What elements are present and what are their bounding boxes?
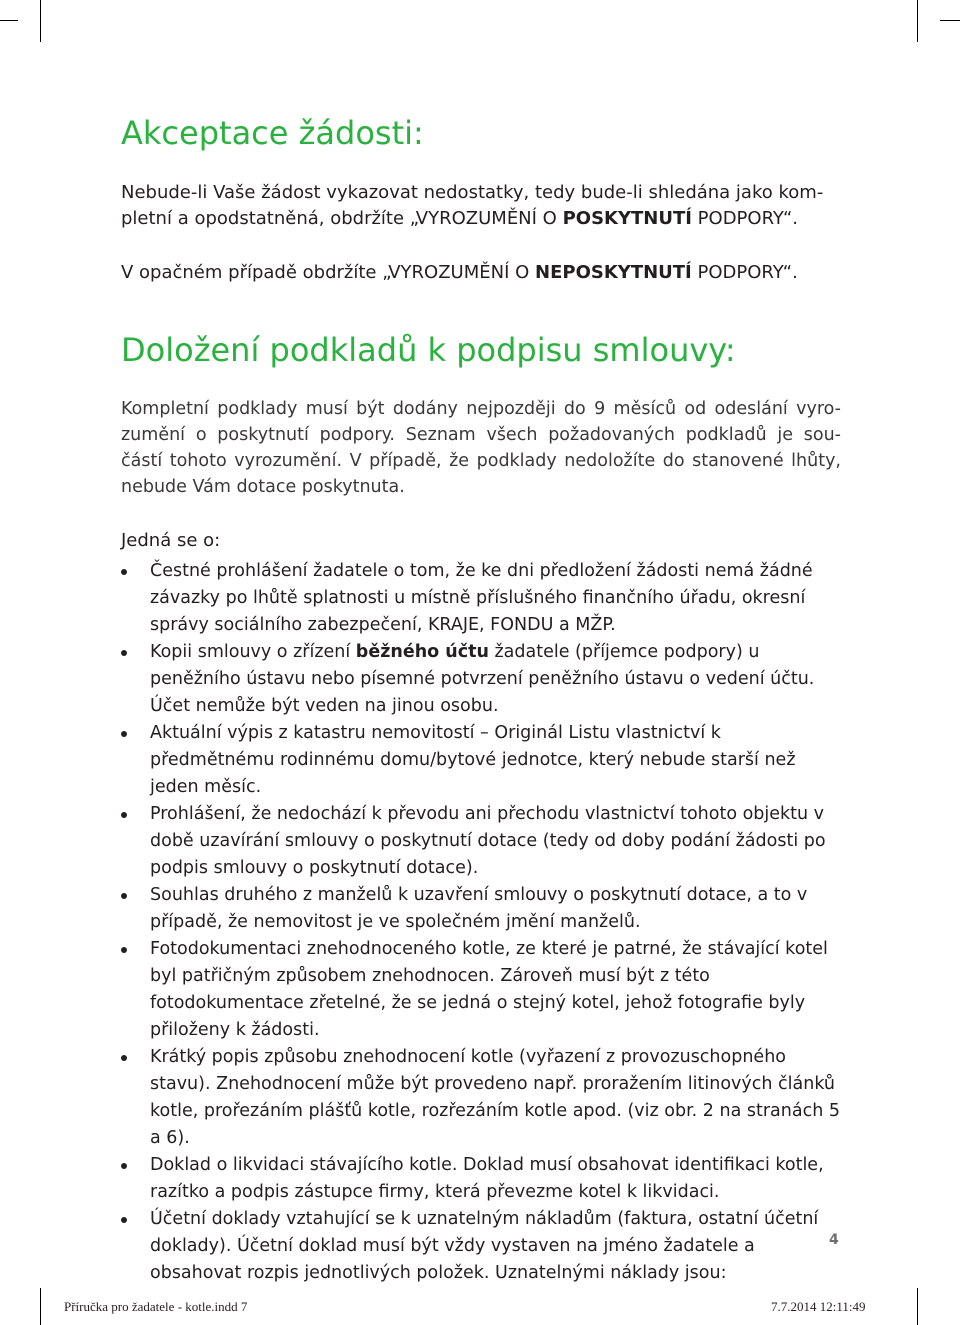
bullet-icon (121, 1163, 127, 1169)
list-item: Souhlas druhého z manželů k uzavření smlouvy o poskytnutí dotace, a to v případě, že nemovitost je ve společném jmění manželů. (121, 882, 841, 936)
bold-term: NEPOSKYTNUTÍ (535, 262, 692, 283)
list-item: Krátký popis způsobu znehodnocení kotle (vyřazení z provozuschopného stavu). Znehodnocení může být provedeno např. proražením litinových článků kotle, prořezáním plášťů kotle, rozřezáním kotle apod. (viz obr. 2 na stranách 5 a 6). (121, 1044, 841, 1152)
footer-file: Příručka pro žadatele - kotle.indd 7 (64, 1299, 248, 1314)
text-line: pletní a opodstatněná, obdržíte „VYROZUMĚNÍ O POSKYTNUTÍ PODPORY“. (121, 208, 798, 229)
text-line: nebude Vám dotace poskytnuta. (121, 477, 405, 497)
footer-date: 7.7.2014 12:11:49 (771, 1299, 866, 1314)
page-number: 4 (829, 1232, 839, 1248)
bold-term: POSKYTNUTÍ (562, 208, 692, 229)
text-line: Nebude-li Vaše žádost vykazovat nedostatky, tedy bude-li shledána jako kom- (121, 182, 824, 203)
bullet-icon (121, 812, 127, 818)
crop-mark (0, 20, 18, 21)
list-item: Doklad o likvidaci stávajícího kotle. Doklad musí obsahovat identifikaci kotle, razítko a podpis zástupce firmy, která převezme kotel k likvidaci. (121, 1152, 841, 1206)
list-item: Účetní doklady vztahující se k uznatelným nákladům (faktura, ostatní účetní doklady). Účetní doklad musí být vždy vystaven na jméno žadatele a obsahovat rozpis jednotlivých položek. Uznatelnými náklady jsou: (121, 1206, 841, 1287)
bullet-icon (121, 893, 127, 899)
crop-mark (917, 1288, 918, 1325)
bullet-icon (121, 1217, 127, 1223)
heading-dolozeni: Doložení podkladů k podpisu smlouvy: (121, 331, 736, 369)
list-intro: Jedná se o: (121, 530, 221, 551)
bullet-icon (121, 947, 127, 953)
bullet-icon (121, 1055, 127, 1061)
list-item: Kopii smlouvy o zřízení běžného účtu žadatele (příjemce podpory) u peněžního ústavu nebo písemné potvrzení peněžního ústavu o vedení účtu. Účet nemůže být veden na jinou osobu. (121, 639, 841, 720)
paragraph-dolozeni (121, 396, 841, 500)
heading-akceptace: Akceptace žádosti: (121, 114, 424, 152)
crop-mark (940, 20, 960, 21)
text-line: zumění o poskytnutí podpory. Seznam všech požadovaných podkladů je sou- (121, 425, 841, 445)
bullet-icon (121, 569, 127, 575)
paragraph-akceptace (121, 180, 841, 232)
list-item: Aktuální výpis z katastru nemovitostí – Originál Listu vlastnictví k předmětnému rodinnému domu/bytové jednotce, který nebude starší než jeden měsíc. (121, 720, 841, 801)
list-item: Prohlášení, že nedochází k převodu ani přechodu vlastnictví tohoto objektu v době uzavírání smlouvy o poskytnutí dotace (tedy od doby podání žádosti po podpis smlouvy o poskytnutí dotace). (121, 801, 841, 882)
bullet-icon (121, 650, 127, 656)
paragraph-neposkytnuti (121, 260, 841, 286)
requirements-list (121, 558, 841, 1287)
list-item: Čestné prohlášení žadatele o tom, že ke dni předložení žádosti nemá žádné závazky po lhůtě splatnosti u místně příslušného finančního úřadu, okresní správy sociálního zabezpečení, KRAJE, FONDU a MŽP. (121, 558, 841, 639)
crop-mark (917, 0, 918, 42)
bold-term: běžného účtu (355, 642, 489, 662)
text-line: V opačném případě obdržíte „VYROZUMĚNÍ O NEPOSKYTNUTÍ PODPORY“. (121, 262, 798, 283)
bullet-icon (121, 731, 127, 737)
list-item: Fotodokumentaci znehodnoceného kotle, ze které je patrné, že stávající kotel byl patřičným způsobem znehodnocen. Zároveň musí být z této fotodokumentace zřetelné, že se jedná o stejný kotel, jehož fotografie byly přiloženy k žádosti. (121, 936, 841, 1044)
text-line: částí tohoto vyrozumění. V případě, že podklady nedoložíte do stanovené lhůty, (121, 451, 841, 471)
text-line: Kompletní podklady musí být dodány nejpozději do 9 měsíců od odeslání vyro- (121, 399, 841, 419)
crop-mark (40, 0, 41, 42)
crop-mark (40, 1288, 41, 1325)
